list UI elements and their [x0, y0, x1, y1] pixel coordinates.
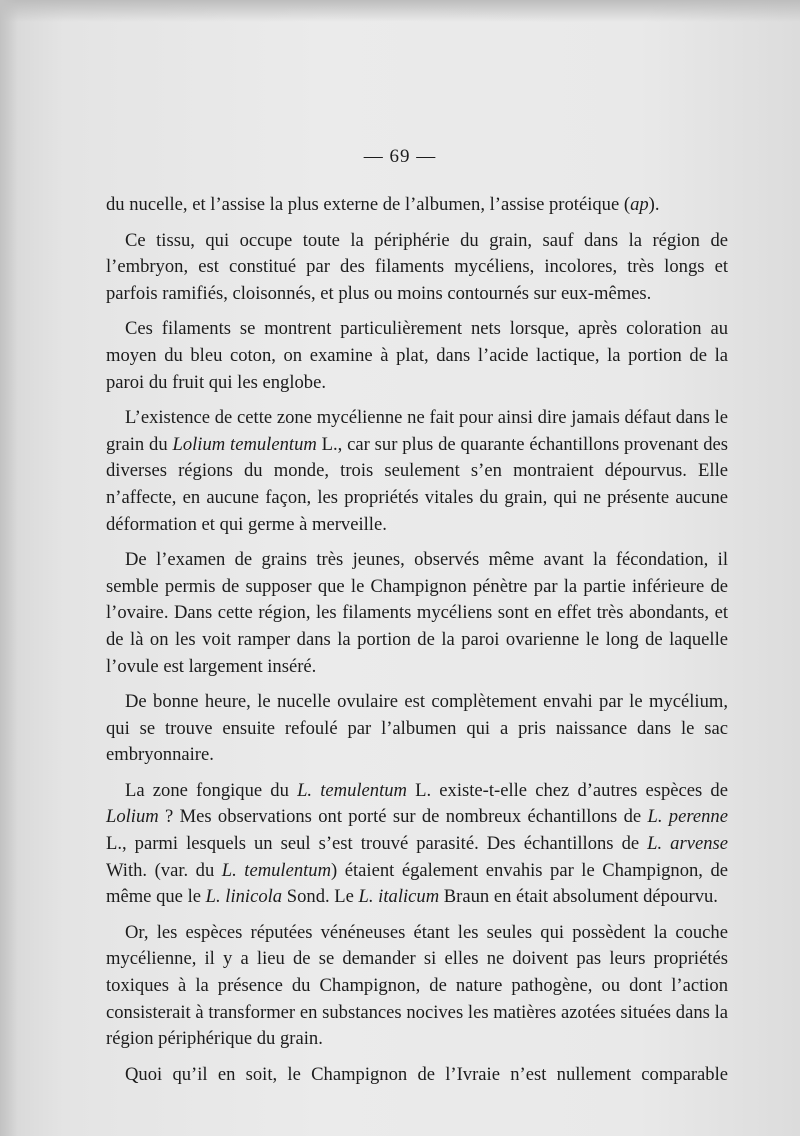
text-run: La zone fongique du — [125, 779, 298, 801]
paragraph — [106, 316, 728, 396]
page-number: — 69 — — [363, 146, 437, 167]
text-run: L., parmi lesquels un seul s’est trouvé parasité. Des échantillons de — [106, 833, 648, 855]
text-run: De bonne heure, le nucelle ovulaire est complètement envahi par le mycélium, qui se trouve ensuite refoulé par l’albumen qui a pris naissance dans le sac embryonnaire. — [106, 691, 728, 766]
paragraph — [106, 1062, 728, 1089]
paragraph — [106, 192, 728, 219]
text-run: De l’examen de grains très jeunes, observés même avant la fécondation, il semble permis de supposer que le Champignon pénètre par la partie inférieure de l’ovaire. Dans cette région, les filaments mycéliens sont en effet très abondants, et de là on les voit ramper dans la portion de la paroi ovarienne le long de laquelle l’ovule est largement inséré. — [106, 549, 728, 677]
text-run: ). — [648, 194, 660, 215]
text-run: Quoi qu’il en soit, le Champignon de l’Ivraie n’est nullement comparable — [125, 1063, 728, 1085]
text-run: Ces filaments se montrent particulièrement nets lorsque, après coloration au moyen du bleu coton, on examine à plat, dans l’acide lactique, la portion de la paroi du fruit qui les englobe. — [106, 318, 728, 393]
italic-text: L. temulentum — [297, 779, 407, 801]
paragraph — [106, 228, 728, 308]
page-left-shadow — [0, 0, 18, 1136]
body-text — [106, 192, 728, 1088]
italic-text: L. italicum — [358, 886, 440, 908]
paragraph — [106, 920, 728, 1053]
italic-text: L. arvense — [647, 833, 728, 855]
paragraph — [106, 405, 728, 538]
paragraph — [106, 689, 728, 769]
italic-text: Lolium temulentum — [172, 433, 317, 455]
italic-text: L. linicola — [205, 886, 283, 908]
page-top-shadow — [0, 0, 800, 22]
text-run: L. existe-t-elle chez d’autres espèces de — [406, 779, 728, 801]
paragraph — [106, 778, 728, 911]
text-run: Or, les espèces réputées vénéneuses étant les seules qui possèdent la couche mycélienne, il y a lieu de se demander si elles ne doivent pas leurs propriétés toxiques à la présence du Champignon, de nature pathogène, ou dont l’action consisterait à transformer en substances nocives les matières azotées situées dans la région périphérique du grain. — [106, 921, 728, 1050]
italic-text: L. temulentum — [221, 859, 332, 881]
text-run: L’existence de cette zone mycélienne ne fait pour ainsi dire jamais défaut dans le grain du — [106, 407, 728, 455]
text-run: Braun en était absolument dépourvu. — [439, 886, 718, 908]
text-run: Ce tissu, qui occupe toute la périphérie du grain, sauf dans la région de l’embryon, est constitué par des filaments mycéliens, incolores, très longs et parfois ramifiés, cloisonnés, et plus ou moins contournés sur eux-mêmes. — [106, 229, 728, 304]
text-run: With. (var. du — [106, 859, 222, 881]
text-run: ? Mes observations ont porté sur de nombreux échantillons de — [158, 806, 648, 828]
text-run: Sond. Le — [282, 886, 359, 908]
italic-text: ap — [630, 194, 649, 215]
italic-text: L. perenne — [647, 806, 728, 828]
text-run: du nucelle, et l’assise la plus externe de l’albumen, l’assise protéique ( — [106, 194, 631, 215]
paragraph — [106, 547, 728, 680]
text-run: L., car sur plus de quarante échantillons provenant des diverses régions du monde, trois seulement s’en montraient dépourvus. Elle n’affecte, en aucune façon, les propriétés vitales du grain, qui ne présente aucune déformation et qui germe à merveille. — [106, 433, 728, 535]
text-run: ) étaient également envahis par le Champignon, de même que le — [106, 859, 729, 908]
italic-text: Lolium — [106, 806, 159, 828]
